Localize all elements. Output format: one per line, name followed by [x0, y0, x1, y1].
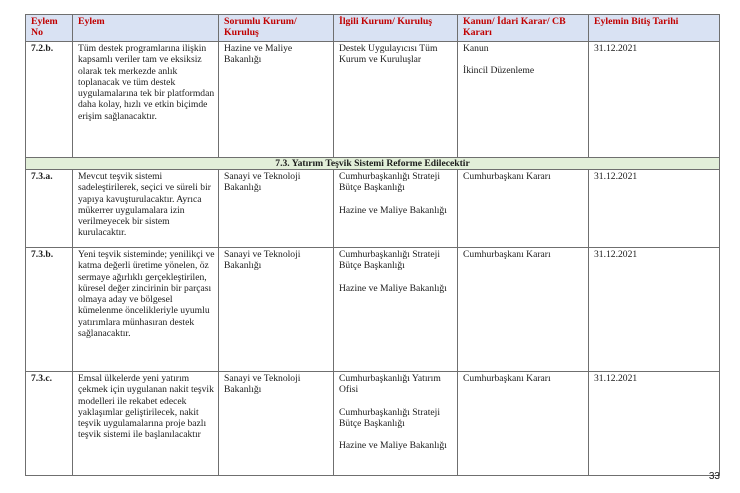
legal-item: Cumhurbaşkanı Kararı: [463, 373, 551, 384]
legal-item: Cumhurbaşkanı Kararı: [463, 171, 551, 182]
row-end-date: 31.12.2021: [589, 248, 720, 372]
legal-item: Cumhurbaşkanı Kararı: [463, 249, 551, 260]
row-related: [334, 248, 458, 372]
related-item: Cumhurbaşkanlığı Yatırım Ofisi: [339, 373, 441, 396]
row-action: Emsal ülkelerde yeni yatırım çekmek için uygulanan nakit teşvik modelleri ile rekabet edecek yaklaşımlar geliştirilecek, nakit teşvik uygulamalarına proje bazlı teşvik sistemi ile başlanılacaktır: [73, 372, 219, 476]
row-responsible: Sanayi ve Teknoloji Bakanlığı: [219, 170, 334, 248]
related-item: Cumhurbaşkanlığı Strateji Bütçe Başkanlığı: [339, 171, 440, 194]
header-end-date: Eylemin Bitiş Tarihi: [589, 15, 720, 42]
row-responsible: Sanayi ve Teknoloji Bakanlığı: [219, 372, 334, 476]
row-end-date: 31.12.2021: [589, 372, 720, 476]
row-related: [334, 372, 458, 476]
row-legal: [458, 248, 589, 372]
table-row: [26, 372, 720, 476]
page-number: 33: [708, 471, 720, 482]
table-header-row: [26, 15, 720, 42]
row-action: Tüm destek programlarına ilişkin kapsamlı veriler tam ve eksiksiz olarak tek merkezde anlık toplanacak ve tüm destek uygulamalarına tek bir platformdan daha kolay, hızlı ve etkin biçimde erişim sağlanacaktır.: [73, 42, 219, 158]
section-title: 7.3. Yatırım Teşvik Sistemi Reforme Edilecektir: [26, 158, 720, 170]
row-responsible: Hazine ve Maliye Bakanlığı: [219, 42, 334, 158]
table-row: [26, 170, 720, 248]
row-responsible: Sanayi ve Teknoloji Bakanlığı: [219, 248, 334, 372]
related-item: Cumhurbaşkanlığı Strateji Bütçe Başkanlığı: [339, 249, 440, 272]
row-code: 7.3.b.: [26, 248, 73, 372]
header-action: Eylem: [73, 15, 219, 42]
row-end-date: 31.12.2021: [589, 42, 720, 158]
section-row: [26, 158, 720, 170]
row-code: 7.3.c.: [26, 372, 73, 476]
row-legal: [458, 170, 589, 248]
related-item: Hazine ve Maliye Bakanlığı: [339, 282, 447, 294]
related-item: Destek Uygulayıcısı Tüm Kurum ve Kuruluşlar: [339, 43, 438, 66]
related-item: Hazine ve Maliye Bakanlığı: [339, 204, 447, 216]
legal-item: İkincil Düzenleme: [463, 65, 535, 77]
row-code: 7.3.a.: [26, 170, 73, 248]
row-action: Yeni teşvik sisteminde; yenilikçi ve katma değerli üretime yönelen, öz sermaye ağırlıklı gerçekleştirilen, küresel değer zincirinin bir parçası olmaya aday ve bölgesel kümelenme öncelikleriyle uyumlu yatırımlara münhasıran destek sağlanacaktır.: [73, 248, 219, 372]
related-item: Hazine ve Maliye Bakanlığı: [339, 440, 447, 452]
table-row: [26, 42, 720, 158]
row-code: 7.2.b.: [26, 42, 73, 158]
header-responsible: Sorumlu Kurum/ Kuruluş: [219, 15, 334, 42]
action-plan-table: [25, 14, 720, 476]
row-related: [334, 170, 458, 248]
header-action-no: Eylem No: [26, 15, 73, 42]
row-related: [334, 42, 458, 158]
row-end-date: 31.12.2021: [589, 170, 720, 248]
related-item: Cumhurbaşkanlığı Strateji Bütçe Başkanlığı: [339, 406, 440, 429]
header-legal: Kanun/ İdari Karar/ CB Kararı: [458, 15, 589, 42]
header-related: İlgili Kurum/ Kuruluş: [334, 15, 458, 42]
table-row: [26, 248, 720, 372]
row-legal: [458, 372, 589, 476]
row-legal: [458, 42, 589, 158]
row-action: Mevcut teşvik sistemi sadeleştirilerek, seçici ve süreli bir yapıya kavuşturulacaktır. Ayrıca mükerrer uygulamalara izin verilmeyecek bir sistem kurulacaktır.: [73, 170, 219, 248]
legal-item: Kanun: [463, 43, 489, 54]
